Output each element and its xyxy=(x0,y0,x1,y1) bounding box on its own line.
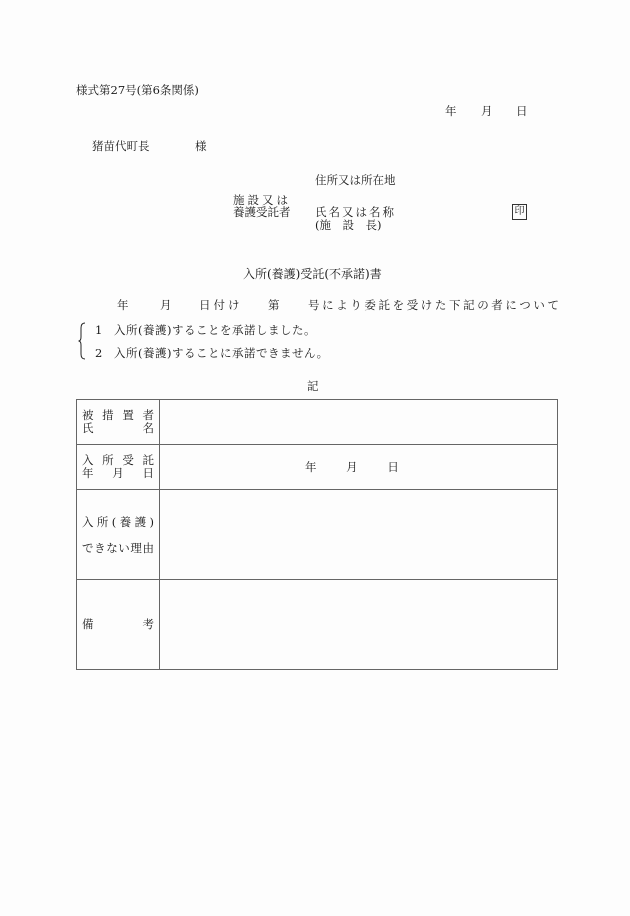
table-row-subject-name xyxy=(77,400,558,445)
date-day-label: 日 xyxy=(516,104,528,118)
value-refusal-reason[interactable] xyxy=(160,490,558,580)
addressee-name: 猪苗代町長 xyxy=(92,139,150,153)
value-subject-name[interactable] xyxy=(160,400,558,445)
body-text: 号により委託を受けた下記の者について xyxy=(308,298,562,312)
admission-year: 年 xyxy=(305,460,317,474)
ki-heading: 記 xyxy=(307,379,319,393)
sender-name-label: 氏名又は名称 xyxy=(315,205,396,219)
table-row-remarks xyxy=(77,580,558,670)
table-row-refusal-reason xyxy=(77,490,558,580)
form-number: 様式第27号(第6条関係) xyxy=(76,83,199,97)
sender-role-line1: 施設又は xyxy=(233,193,291,207)
addressee-honorific: 様 xyxy=(195,139,207,153)
body-day-suffix: 日付け xyxy=(199,298,243,312)
body-no-prefix: 第 xyxy=(268,298,280,312)
label-admission-date: 入 所 受 託 年 月 日 xyxy=(77,445,160,490)
option-2-text: 入所(養護)することに承諾できません。 xyxy=(114,346,329,360)
table-row-admission-date xyxy=(77,445,558,490)
admission-month: 月 xyxy=(346,460,358,474)
label-remarks: 備 考 xyxy=(77,580,160,670)
sender-title-label: (施 設 長) xyxy=(315,218,382,232)
body-year: 年 xyxy=(117,298,129,312)
date-month-label: 月 xyxy=(481,104,493,118)
value-admission-date[interactable] xyxy=(160,445,558,490)
body-month: 月 xyxy=(160,298,172,312)
sender-address-label: 住所又は所在地 xyxy=(315,173,396,187)
document-title: 入所(養護)受託(不承諾)書 xyxy=(243,267,382,281)
value-remarks[interactable] xyxy=(160,580,558,670)
option-1-number: 1 xyxy=(95,323,103,337)
option-2-number: 2 xyxy=(95,346,103,360)
record-table xyxy=(76,399,558,670)
label-subject-name: 被 措 置 者 氏 名 xyxy=(77,400,160,445)
brace-icon xyxy=(78,322,86,360)
admission-day: 日 xyxy=(387,460,399,474)
sender-role-line2: 養護受託者 xyxy=(233,205,291,219)
option-1-text: 入所(養護)することを承諾しました。 xyxy=(114,323,316,337)
seal-icon: 印 xyxy=(512,204,527,220)
date-year-label: 年 xyxy=(445,104,457,118)
label-refusal-reason: 入 所 ( 養 護 ) で き な い 理 由 xyxy=(77,490,160,580)
